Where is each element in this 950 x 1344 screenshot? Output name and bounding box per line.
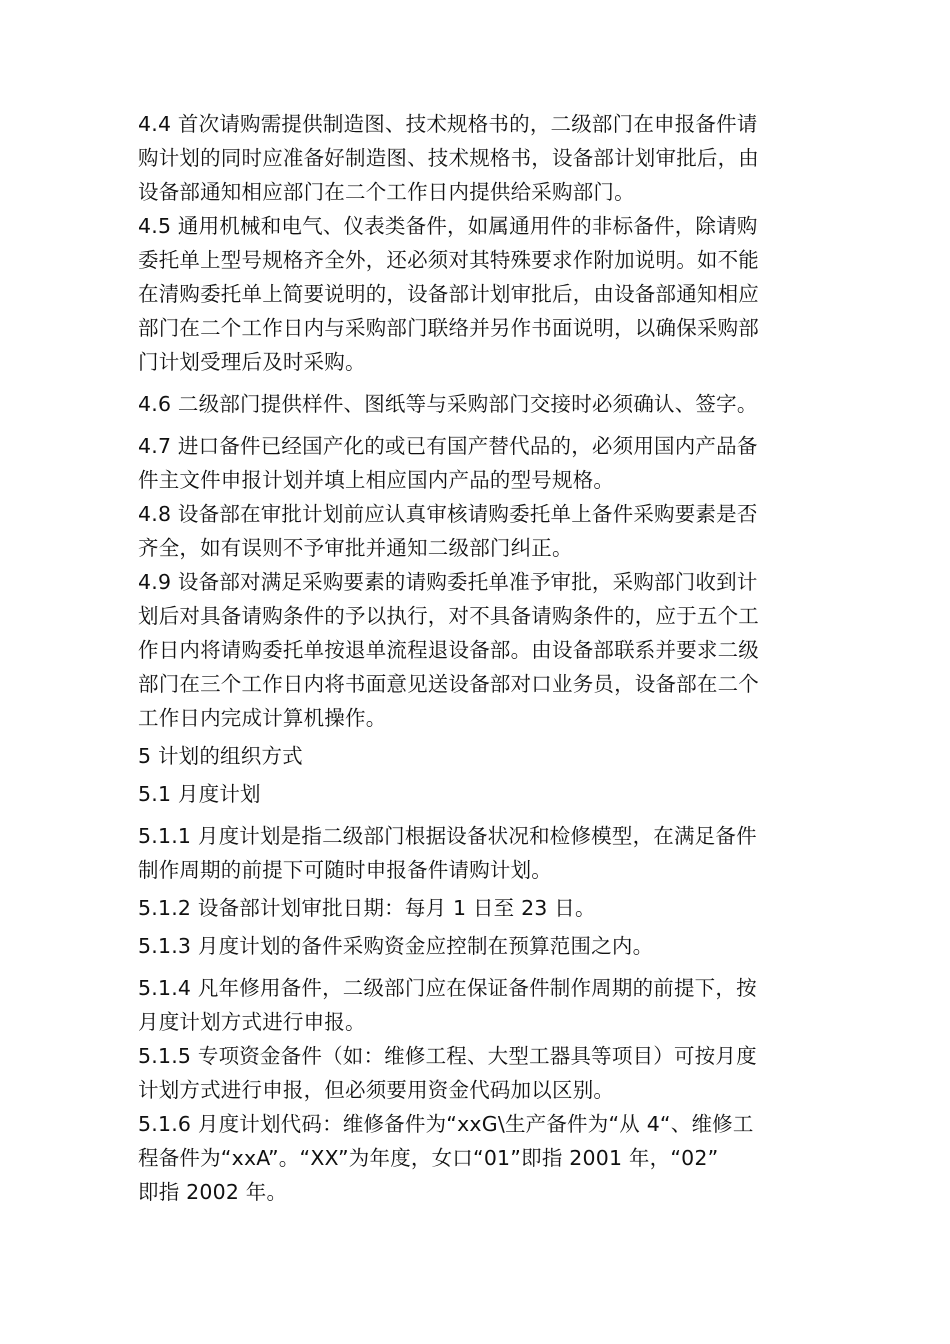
paragraph-4-4 [138, 107, 822, 209]
text-line: 5.1.6 月度计划代码：维修备件为“xxG\生产备件为“从 4“、维修工 [138, 1112, 754, 1136]
text-line: 购计划的同时应准备好制造图、技术规格书，设备部计划审批后，由 [138, 146, 759, 170]
paragraph-4-6 [138, 387, 822, 421]
text-line: 在清购委托单上简要说明的，设备部计划审批后，由设备部通知相应 [138, 282, 759, 306]
text-line: 设备部通知相应部门在二个工作日内提供给采购部门。 [138, 180, 635, 204]
text-line: 作日内将请购委托单按退单流程退设备部。由设备部联系并要求二级 [138, 638, 759, 662]
text-line: 5.1 月度计划 [138, 782, 261, 806]
paragraph-5-1-4 [138, 971, 822, 1039]
text-line: 工作日内完成计算机操作。 [138, 706, 387, 730]
text-line: 5.1.4 凡年修用备件，二级部门应在保证备件制作周期的前提下，按 [138, 976, 757, 1000]
text-line: 计划方式进行申报，但必须要用资金代码加以区别。 [138, 1078, 615, 1102]
paragraph-5-1-3 [138, 929, 822, 963]
text-line: 5 计划的组织方式 [138, 744, 303, 768]
text-line: 4.8 设备部在审批计划前应认真审核请购委托单上备件采购要素是否 [138, 502, 758, 526]
text-line: 4.4 首次请购需提供制造图、技术规格书的，二级部门在申报备件请 [138, 112, 758, 136]
text-line: 程备件为“xxA”。“XX”为年度，女口“01”即指 2001 年，“02” [138, 1146, 719, 1170]
document-body [138, 107, 822, 1209]
paragraph-4-9 [138, 565, 822, 735]
text-line: 即指 2002 年。 [138, 1180, 288, 1204]
section-heading-5 [138, 739, 822, 773]
text-line: 齐全，如有误则不予审批并通知二级部门纠正。 [138, 536, 573, 560]
text-line: 5.1.5 专项资金备件（如：维修工程、大型工器具等项目）可按月度 [138, 1044, 757, 1068]
text-line: 部门在二个工作日内与采购部门联络并另作书面说明，以确保采购部 [138, 316, 759, 340]
text-line: 委托单上型号规格齐全外，还必须对其特殊要求作附加说明。如不能 [138, 248, 759, 272]
paragraph-4-8 [138, 497, 822, 565]
paragraph-5-1-2 [138, 891, 822, 925]
text-line: 划后对具备请购条件的予以执行，对不具备请购条件的，应于五个工 [138, 604, 759, 628]
paragraph-5-1-5 [138, 1039, 822, 1107]
text-line: 4.5 通用机械和电气、仪表类备件，如属通用件的非标备件，除请购 [138, 214, 758, 238]
subsection-heading-5-1 [138, 777, 822, 811]
paragraph-5-1-6 [138, 1107, 822, 1209]
text-line: 制作周期的前提下可随时申报备件请购计划。 [138, 858, 552, 882]
paragraph-4-5 [138, 209, 822, 379]
text-line: 4.7 进口备件已经国产化的或已有国产替代品的，必须用国内产品备 [138, 434, 758, 458]
text-line: 5.1.3 月度计划的备件采购资金应控制在预算范围之内。 [138, 934, 654, 958]
text-line: 4.9 设备部对满足采购要素的请购委托单准予审批，采购部门收到计 [138, 570, 758, 594]
text-line: 4.6 二级部门提供样件、图纸等与采购部门交接时必须确认、签字。 [138, 392, 758, 416]
text-line: 门计划受理后及时采购。 [138, 350, 366, 374]
text-line: 5.1.1 月度计划是指二级部门根据设备状况和检修模型，在满足备件 [138, 824, 757, 848]
text-line: 件主文件申报计划并填上相应国内产品的型号规格。 [138, 468, 615, 492]
text-line: 部门在三个工作日内将书面意见送设备部对口业务员，设备部在二个 [138, 672, 759, 696]
paragraph-4-7 [138, 429, 822, 497]
text-line: 月度计划方式进行申报。 [138, 1010, 366, 1034]
paragraph-5-1-1 [138, 819, 822, 887]
text-line: 5.1.2 设备部计划审批日期：每月 1 日至 23 日。 [138, 896, 596, 920]
